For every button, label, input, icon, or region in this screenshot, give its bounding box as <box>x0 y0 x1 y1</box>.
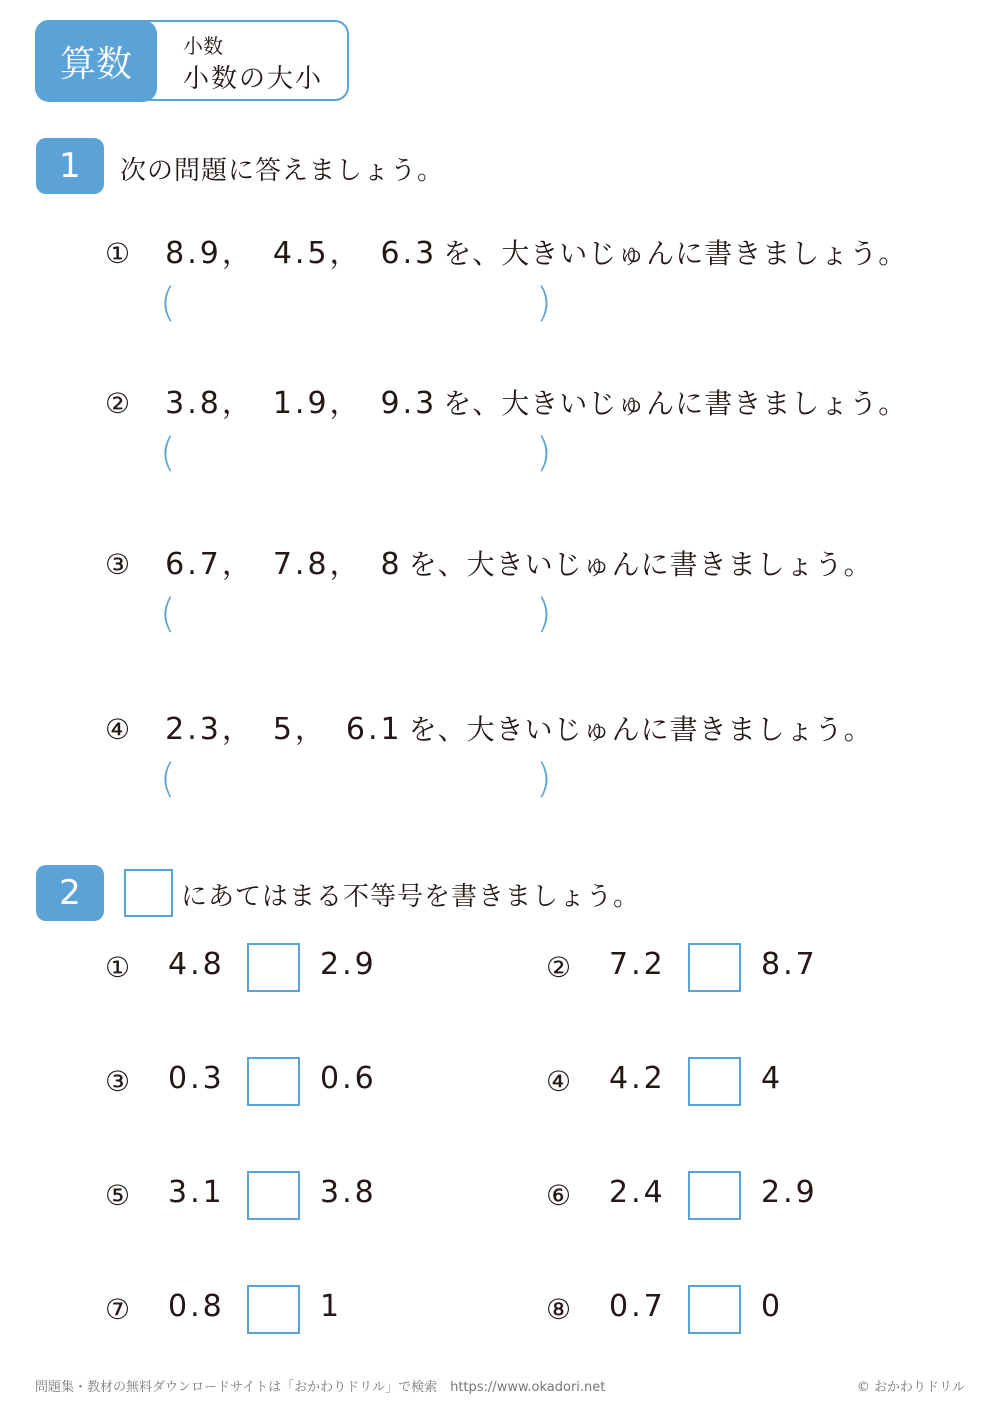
comparison-right-value: 3.8 <box>320 1175 377 1210</box>
question-row <box>105 704 873 748</box>
comparison-mark: ⑤ <box>105 1179 132 1212</box>
answer-field[interactable] <box>180 756 530 806</box>
comparison-mark: ⑥ <box>546 1179 573 1212</box>
answer-field[interactable] <box>180 430 530 480</box>
footer-copyright: © おかわりドリル <box>856 1380 965 1395</box>
question-mark: ② <box>105 387 132 420</box>
question-text: を、大きいじゅんに書きましょう。 <box>443 237 908 270</box>
comparison-left-value: 0.7 <box>609 1289 666 1324</box>
inequality-answer-box[interactable] <box>247 943 300 992</box>
comparison-right-value: 4 <box>761 1061 784 1096</box>
comparison-left-value: 3.1 <box>168 1175 225 1210</box>
question-mark: ④ <box>105 713 132 746</box>
question-row <box>105 228 907 272</box>
question-numbers: 2.3， 5， 6.1 <box>165 712 403 747</box>
answer-field[interactable] <box>180 280 530 330</box>
question-text: を、大きいじゅんに書きましょう。 <box>408 548 873 581</box>
question-mark: ③ <box>105 548 132 581</box>
inequality-answer-box[interactable] <box>247 1285 300 1334</box>
comparison-right-value: 0.6 <box>320 1061 377 1096</box>
unit-label: 小数 <box>183 34 223 58</box>
footer-text: 問題集・教材の無料ダウンロードサイトは「おかわりドリル」で検索 https://www.okadori.net <box>35 1380 606 1395</box>
question-row <box>105 539 873 583</box>
question-text: を、大きいじゅんに書きましょう。 <box>443 387 908 420</box>
inequality-answer-box[interactable] <box>688 1057 741 1106</box>
comparison-left-value: 4.2 <box>609 1061 666 1096</box>
inequality-answer-box[interactable] <box>688 1171 741 1220</box>
question-numbers: 8.9， 4.5， 6.3 <box>165 236 438 271</box>
answer-field[interactable] <box>180 591 530 641</box>
question-text: を、大きいじゅんに書きましょう。 <box>408 713 873 746</box>
answer-open-paren: ( <box>160 756 176 802</box>
inequality-answer-box[interactable] <box>247 1171 300 1220</box>
page-title: 小数の大小 <box>183 64 324 94</box>
question-numbers: 3.8， 1.9， 9.3 <box>165 386 438 421</box>
comparison-mark: ① <box>105 951 132 984</box>
comparison-right-value: 0 <box>761 1289 784 1324</box>
comparison-left-value: 2.4 <box>609 1175 666 1210</box>
comparison-mark: ⑧ <box>546 1293 573 1326</box>
answer-close-paren: ) <box>536 430 552 476</box>
section-1-badge: 1 <box>36 138 104 194</box>
section-1-instruction: 次の問題に答えましょう。 <box>120 156 445 186</box>
section-2-badge: 2 <box>36 865 104 921</box>
comparison-mark: ⑦ <box>105 1293 132 1326</box>
comparison-left-value: 0.8 <box>168 1289 225 1324</box>
answer-close-paren: ) <box>536 280 552 326</box>
answer-open-paren: ( <box>160 280 176 326</box>
comparison-left-value: 7.2 <box>609 947 666 982</box>
inequality-answer-box[interactable] <box>688 943 741 992</box>
question-numbers: 6.7， 7.8， 8 <box>165 547 403 582</box>
comparison-right-value: 2.9 <box>320 947 377 982</box>
comparison-left-value: 4.8 <box>168 947 225 982</box>
question-mark: ① <box>105 237 132 270</box>
section-2-instruction: にあてはまる不等号を書きましょう。 <box>181 882 641 912</box>
comparison-mark: ④ <box>546 1065 573 1098</box>
answer-open-paren: ( <box>160 591 176 637</box>
answer-close-paren: ) <box>536 591 552 637</box>
answer-close-paren: ) <box>536 756 552 802</box>
comparison-mark: ③ <box>105 1065 132 1098</box>
question-row <box>105 378 907 422</box>
inequality-answer-box[interactable] <box>688 1285 741 1334</box>
example-box <box>124 869 173 917</box>
comparison-mark: ② <box>546 951 573 984</box>
answer-open-paren: ( <box>160 430 176 476</box>
comparison-right-value: 1 <box>320 1289 343 1324</box>
inequality-answer-box[interactable] <box>247 1057 300 1106</box>
comparison-right-value: 2.9 <box>761 1175 818 1210</box>
comparison-right-value: 8.7 <box>761 947 818 982</box>
comparison-left-value: 0.3 <box>168 1061 225 1096</box>
subject-label: 算数 <box>35 20 157 102</box>
